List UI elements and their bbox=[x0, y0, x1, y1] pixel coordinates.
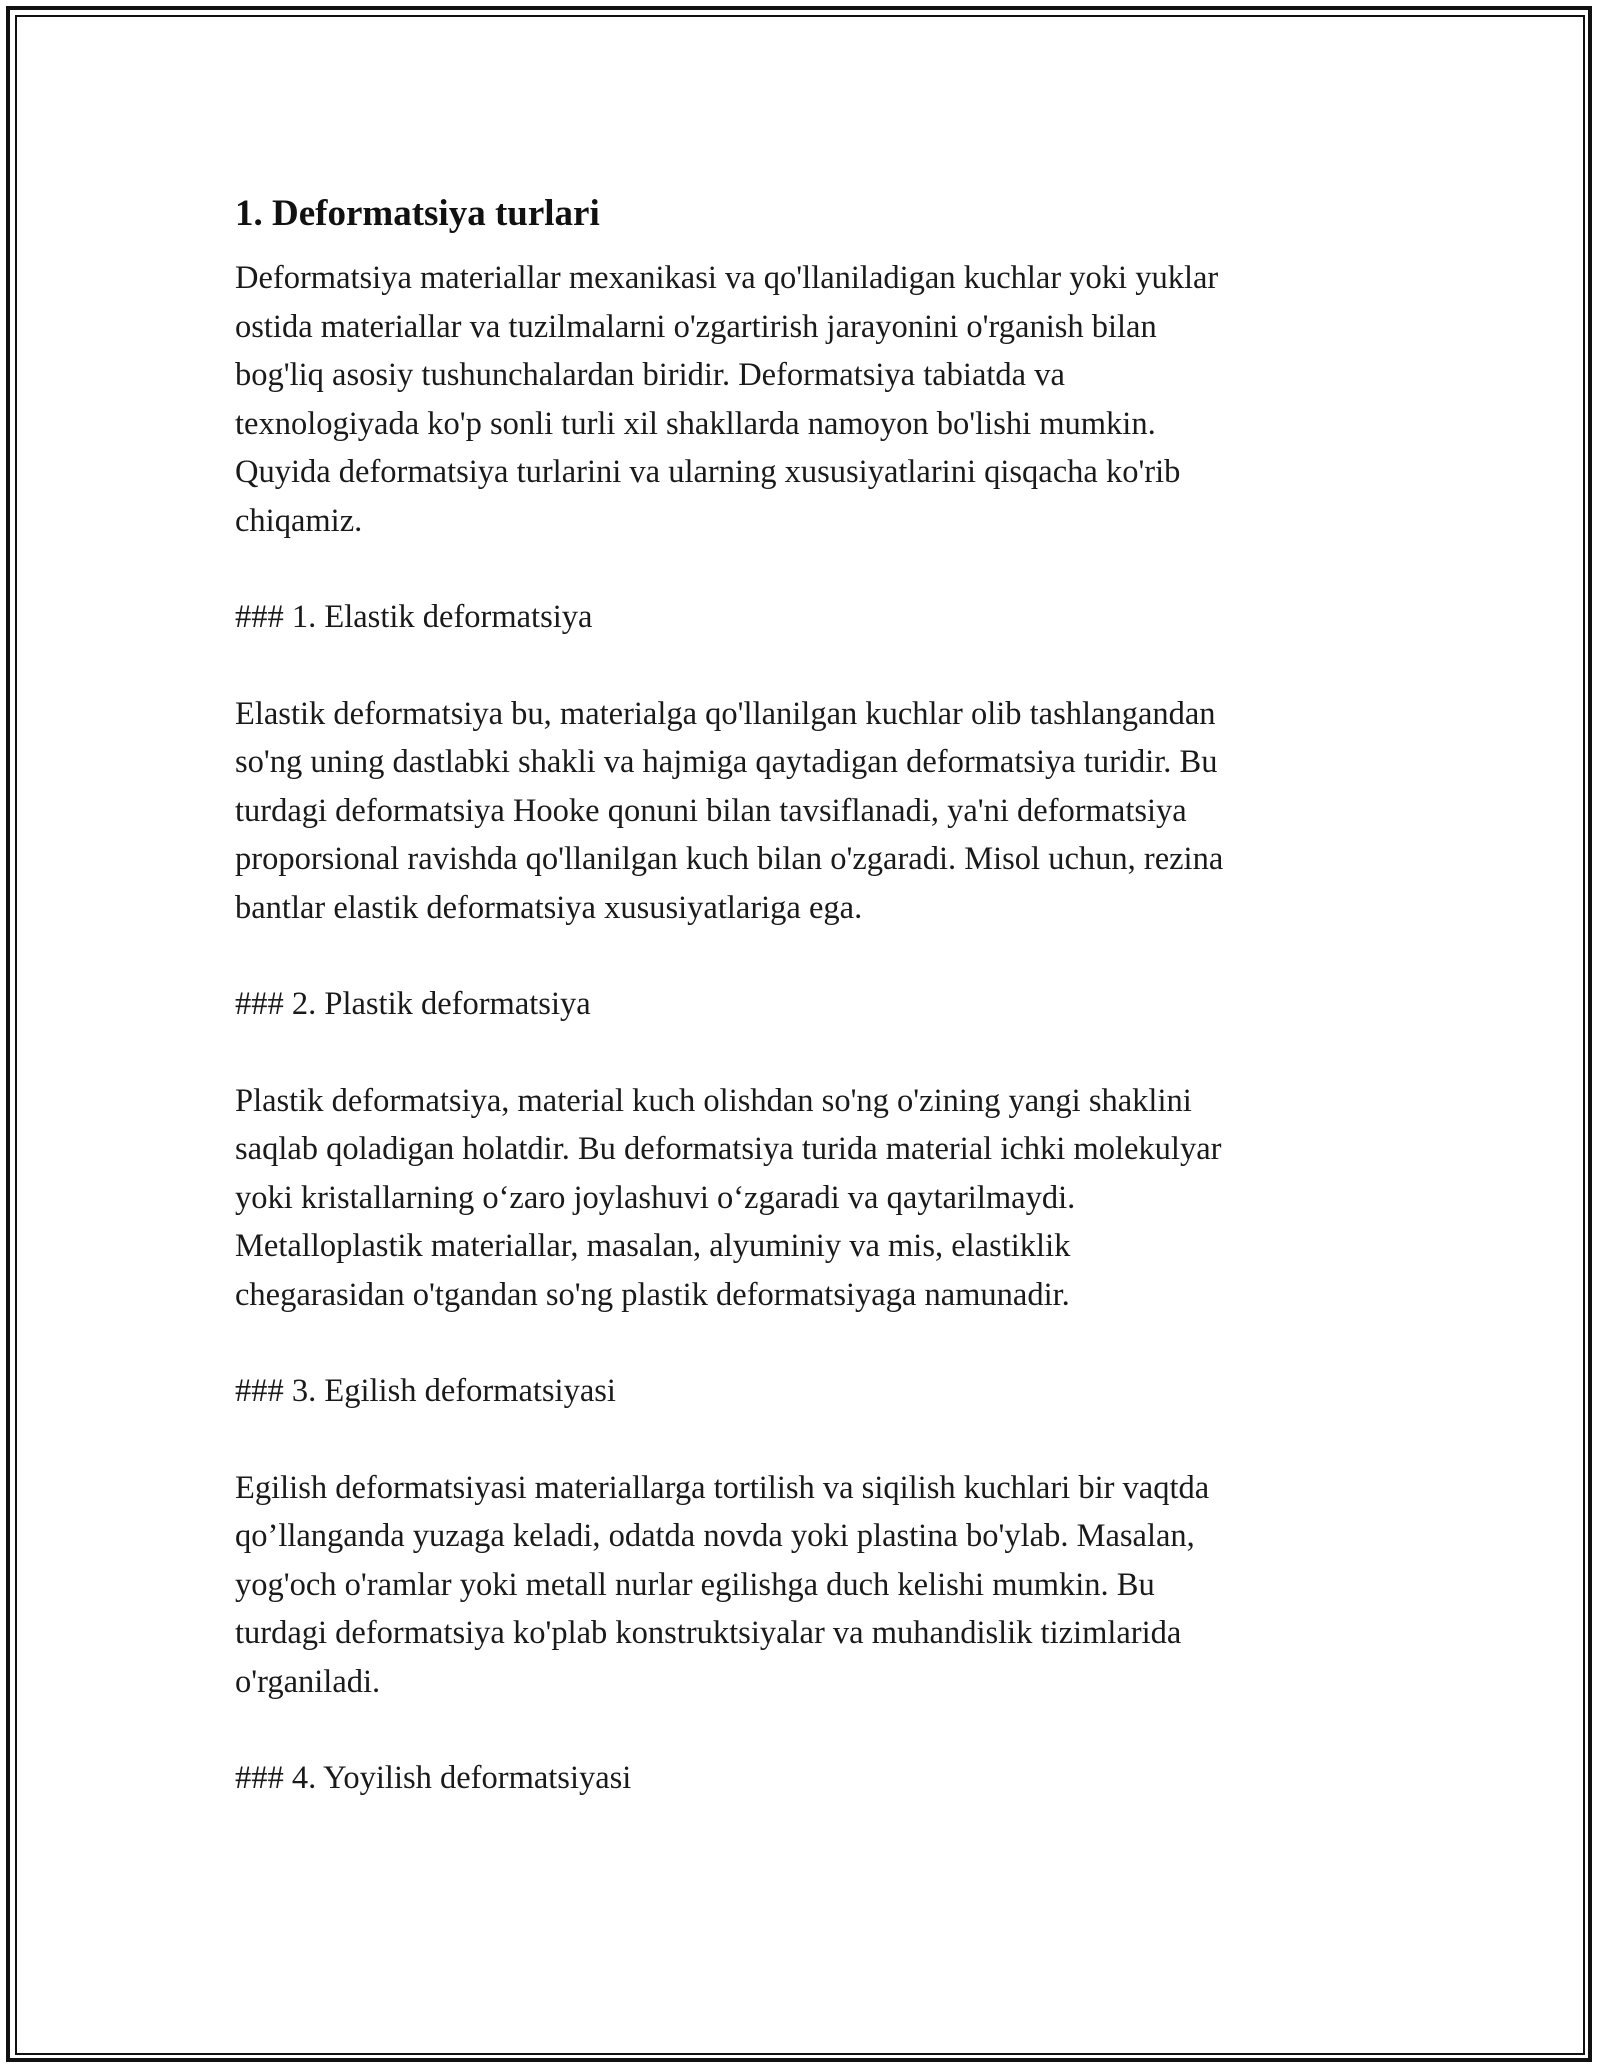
text-line: Elastik deformatsiya bu, materialga qo'llanilgan kuchlar olib tashlangandan bbox=[235, 695, 1216, 732]
section-paragraph-elastik bbox=[235, 690, 1365, 933]
text-line: turdagi deformatsiya ko'plab konstruktsiyalar va muhandislik tizimlarida bbox=[235, 1615, 1182, 1651]
text-line: qo’llanganda yuzaga keladi, odatda novda yoki plastina bo'ylab. Masalan, bbox=[235, 1518, 1195, 1554]
text-line: chiqamiz. bbox=[235, 502, 363, 539]
section-paragraph-egilish bbox=[235, 1464, 1365, 1707]
text-line: Quyida deformatsiya turlarini va ularning xususiyatlarini qisqacha ko'rib bbox=[235, 454, 1181, 490]
intro-paragraph bbox=[235, 254, 1365, 545]
text-line: Plastik deformatsiya, material kuch olishdan so'ng o'zining yangi shaklini bbox=[235, 1082, 1192, 1119]
text-line: Metalloplastik materiallar, masalan, alyuminiy va mis, elastiklik bbox=[235, 1228, 1071, 1264]
text-line: ostida materiallar va tuzilmalarni o'zgartirish jarayonini o'rganish bilan bbox=[235, 308, 1157, 345]
text-line: proporsional ravishda qo'llanilgan kuch bilan o'zgaradi. Misol uchun, rezina bbox=[235, 841, 1224, 877]
section-heading-elastik: ### 1. Elastik deformatsiya bbox=[235, 599, 593, 635]
document-body bbox=[235, 186, 1365, 1803]
text-line: so'ng uning dastlabki shakli va hajmiga qaytadigan deformatsiya turidir. Bu bbox=[235, 744, 1218, 780]
section-heading-plastik: ### 2. Plastik deformatsiya bbox=[235, 986, 591, 1022]
section-heading-yoyilish: ### 4. Yoyilish deformatsiyasi bbox=[235, 1760, 632, 1796]
text-line: texnologiyada ko'p sonli turli xil shakllarda namoyon bo'lishi mumkin. bbox=[235, 405, 1156, 442]
text-line: chegarasidan o'tgandan so'ng plastik deformatsiyaga namunadir. bbox=[235, 1276, 1070, 1313]
text-line: turdagi deformatsiya Hooke qonuni bilan tavsiflanadi, ya'ni deformatsiya bbox=[235, 792, 1187, 829]
text-line: o'rganiladi. bbox=[235, 1663, 381, 1700]
text-line: Deformatsiya materiallar mexanikasi va qo'llaniladigan kuchlar yoki yuklar bbox=[235, 260, 1219, 296]
text-line: bantlar elastik deformatsiya xususiyatlariga ega. bbox=[235, 889, 863, 926]
text-line: bog'liq asosiy tushunchalardan biridir. Deformatsiya tabiatda va bbox=[235, 357, 1065, 393]
text-line: yog'och o'ramlar yoki metall nurlar egilishga duch kelishi mumkin. Bu bbox=[235, 1566, 1155, 1603]
section-paragraph-plastik bbox=[235, 1077, 1365, 1320]
text-line: Egilish deformatsiyasi materiallarga tortilish va siqilish kuchlari bir vaqtda bbox=[235, 1469, 1210, 1506]
text-line: yoki kristallarning o‘zaro joylashuvi o‘zgaradi va qaytarilmaydi. bbox=[235, 1179, 1076, 1216]
section-heading-egilish: ### 3. Egilish deformatsiyasi bbox=[235, 1373, 616, 1409]
document-title: 1. Deformatsiya turlari bbox=[235, 193, 600, 234]
text-line: saqlab qoladigan holatdir. Bu deformatsiya turida material ichki molekulyar bbox=[235, 1131, 1222, 1167]
